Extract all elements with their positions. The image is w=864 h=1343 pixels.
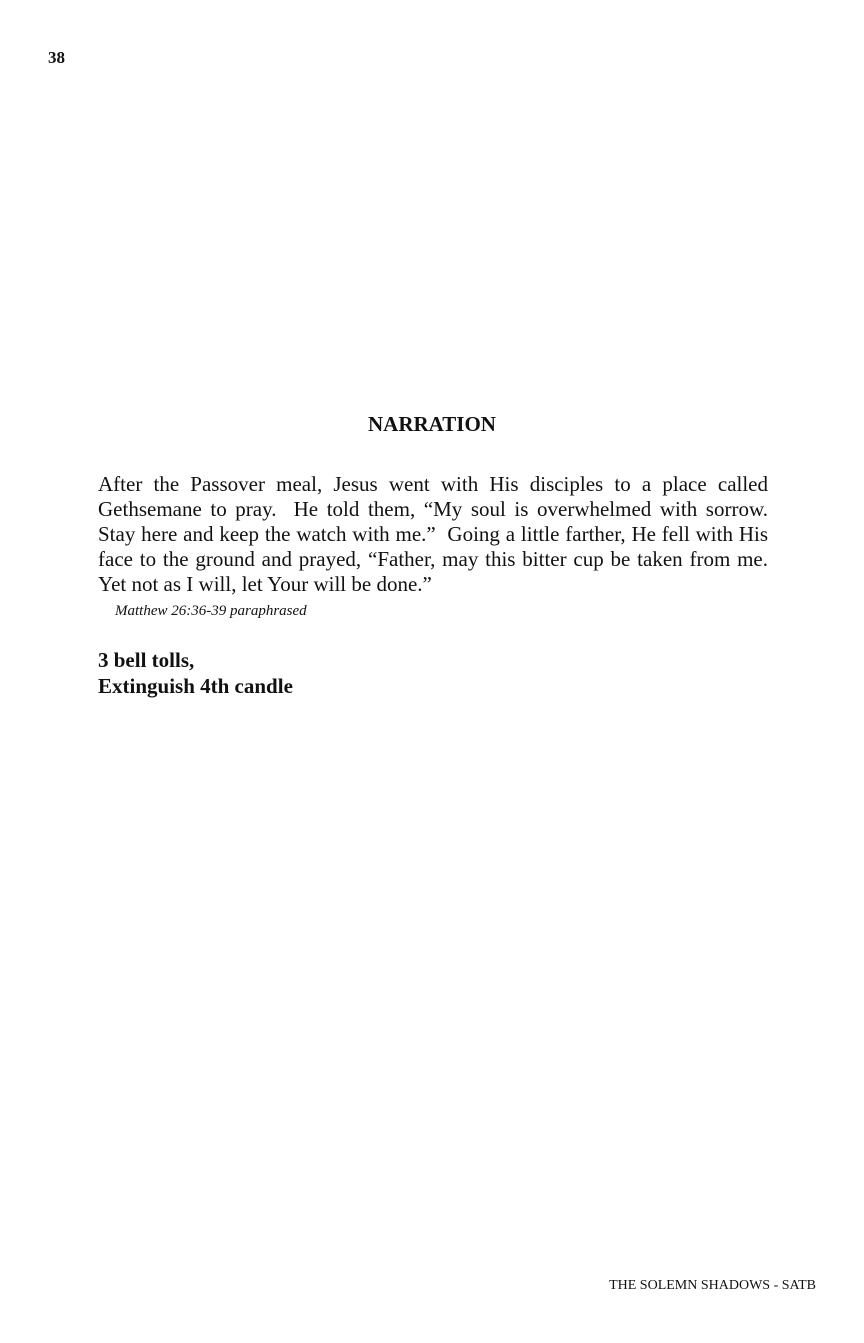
section-heading: NARRATION xyxy=(368,412,496,436)
performance-instructions xyxy=(98,647,293,699)
scripture-citation: Matthew 26:36-39 paraphrased xyxy=(115,603,307,619)
instruction-extinguish-candle: Extinguish 4th candle xyxy=(98,674,293,698)
page-number: 38 xyxy=(48,48,65,67)
footer-title: THE SOLEMN SHADOWS - SATB xyxy=(609,1278,816,1293)
instruction-bell-tolls: 3 bell tolls, xyxy=(98,648,195,672)
narration-text: After the Passover meal, Jesus went with His disciples to a place called Gethsemane to pray. He told them, “My soul is overwhelmed with sorrow. Stay here and keep the watch with me.” Going a little farther, He fell with His face to the ground and prayed, “Father, may this bitter cup be taken from me. Yet not as I will, let Your will be done.” xyxy=(98,472,779,596)
